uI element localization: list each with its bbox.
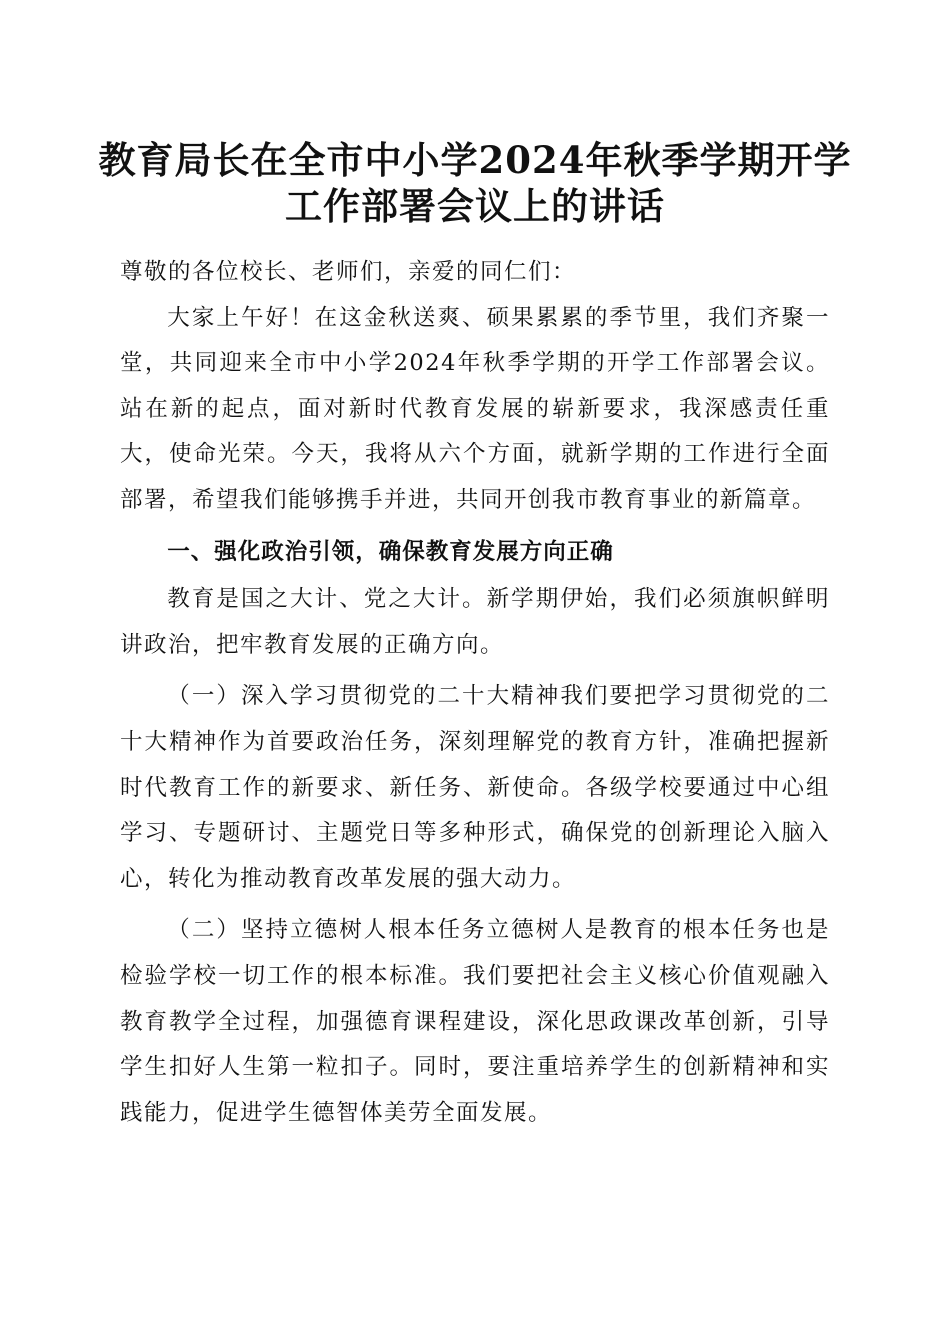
section-1-intro: 教育是国之大计、党之大计。新学期伊始，我们必须旗帜鲜明讲政治，把牢教育发展的正确方向。 [120,586,830,658]
section-1-item-2: （二）坚持立德树人根本任务立德树人是教育的根本任务也是检验学校一切工作的根本标准。我们要把社会主义核心价值观融入教育教学全过程，加强德育课程建设，深化思政课改革创新，引导学生扣好人生第一粒扣子。同时，要注重培养学生的创新精神和实践能力，促进学生德智体美劳全面发展。 [120,917,830,1126]
document-title-line-2: 工作部署会议上的讲话 [285,184,665,228]
salutation: 尊敬的各位校长、老师们，亲爱的同仁们： [120,259,577,285]
section-1-item-1: （一）深入学习贯彻党的二十大精神我们要把学习贯彻党的二十大精神作为首要政治任务，深刻理解党的教育方针，准确把握新时代教育工作的新要求、新任务、新使命。各级学校要通过中心组学习、专题研讨、主题党日等多种形式，确保党的创新理论入脑入心，转化为推动教育改革发展的强大动力。 [120,683,830,892]
section-1-heading: 一、强化政治引领，确保教育发展方向正确 [167,538,614,565]
document-body [120,250,830,1136]
document-title-line-1: 教育局长在全市中小学2024年秋季学期开学 [98,138,852,182]
opening-paragraph: 大家上午好！在这金秋送爽、硕果累累的季节里，我们齐聚一堂，共同迎来全市中小学2024年秋季学期的开学工作部署会议。站在新的起点，面对新时代教育发展的崭新要求，我深感责任重大，使命光荣。今天，我将从六个方面，就新学期的工作进行全面部署，希望我们能够携手并进，共同开创我市教育事业的新篇章。 [120,304,830,513]
